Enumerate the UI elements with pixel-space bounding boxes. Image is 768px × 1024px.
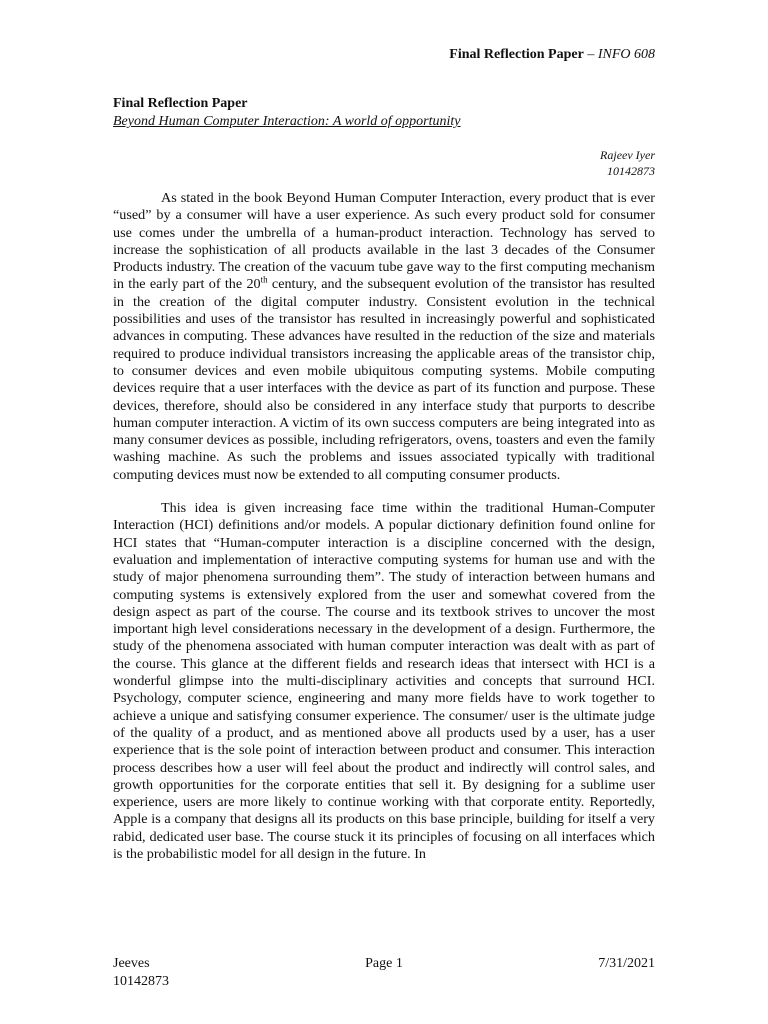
paper-subtitle: Beyond Human Computer Interaction: A world of opportunity xyxy=(113,114,461,129)
page-footer xyxy=(113,955,655,995)
header-title: Final Reflection Paper xyxy=(449,47,584,62)
running-header xyxy=(449,47,655,63)
author-name: Rajeev Iyer xyxy=(600,148,655,162)
paragraph-1-part-a: As stated in the book Beyond Human Computer Interaction, every product that is ever “used” by a consumer will have a user experience. As such every product sold for consumer use comes under the umbrella of a human-product interaction. Technology has served to increase the sophistication of all products available in the last 3 decades of the Consumer Products industry. The creation of the vacuum tube gave way to the first computing mechanism in the early part of the 20 xyxy=(113,190,655,293)
paper-title: Final Reflection Paper xyxy=(113,96,248,111)
author-id: 10142873 xyxy=(607,164,655,178)
header-course: INFO 608 xyxy=(597,47,655,62)
author-block xyxy=(600,147,655,179)
title-block xyxy=(113,95,655,131)
footer-author-id: 10142873 xyxy=(113,974,169,989)
footer-date: 7/31/2021 xyxy=(598,956,655,971)
header-separator: – xyxy=(583,47,598,62)
paragraph-1 xyxy=(113,190,655,484)
footer-author-name: Jeeves xyxy=(113,956,150,971)
footer-page-number: Page 1 xyxy=(365,956,403,971)
superscript-th: th xyxy=(260,274,268,285)
paragraph-1-part-b: century, and the subsequent evolution of the transistor has resulted in the creation of the digital computer industry. Consistent evolution in the technical possibilities and uses of the transistor has resulted in increasingly powerful and sophisticated advances in computing. These advances have resulted in the reduction of the size and materials required to produce individual transistors increasing the applicable areas of the transistor chip, to consumer devices and even mobile ubiquitous computing systems. Mobile computing devices require that a user interfaces with the device as part of its function and purpose. These devices, therefore, should also be considered in any interface study that purports to describe human computer interaction. A victim of its own success computers are being integrated into as many consumer devices as possible, including refrigerators, ovens, toasters and even the family washing machine. As such the problems and issues associated typically with traditional computing devices must now be extended to all computing consumer products. xyxy=(113,276,655,483)
body-text xyxy=(113,190,655,879)
paragraph-2: This idea is given increasing face time within the traditional Human-Computer Interaction (HCI) definitions and/or models. A popular dictionary definition found online for HCI states that “Human-computer interaction is a discipline concerned with the design, evaluation and implementation of interactive computing systems for human use and with the study of major phenomena surrounding them”. The study of interaction between humans and computing systems is extensively explored from the user and somewhat covered from the design aspect as part of the course. The course and its textbook strives to uncover the most important high level considerations necessary in the development of a design. Furthermore, the study of the phenomena associated with human computer interaction was dealt with as part of the course. This glance at the different fields and research ideas that intersect with HCI is a wonderful glimpse into the multi-disciplinary activities and concepts that surround HCI. Psychology, computer science, engineering and many more fields have to work together to achieve a unique and satisfying consumer experience. The consumer/ user is the ultimate judge of the quality of a product, and as mentioned above all products used by a user, has a user experience that is the sole point of interaction between product and consumer. This interaction process describes how a user will feel about the product and indirectly will control sales, and growth opportunities for the corporate entities that sell it. By designing for a sublime user experience, users are more likely to continue working with that corporate entity. Reportedly, Apple is a company that designs all its products on this base principle, building for itself a very rabid, dedicated user base. The course stuck it its principles of focusing on all interfaces which is the probabilistic model for all design in the future. In xyxy=(113,500,655,862)
